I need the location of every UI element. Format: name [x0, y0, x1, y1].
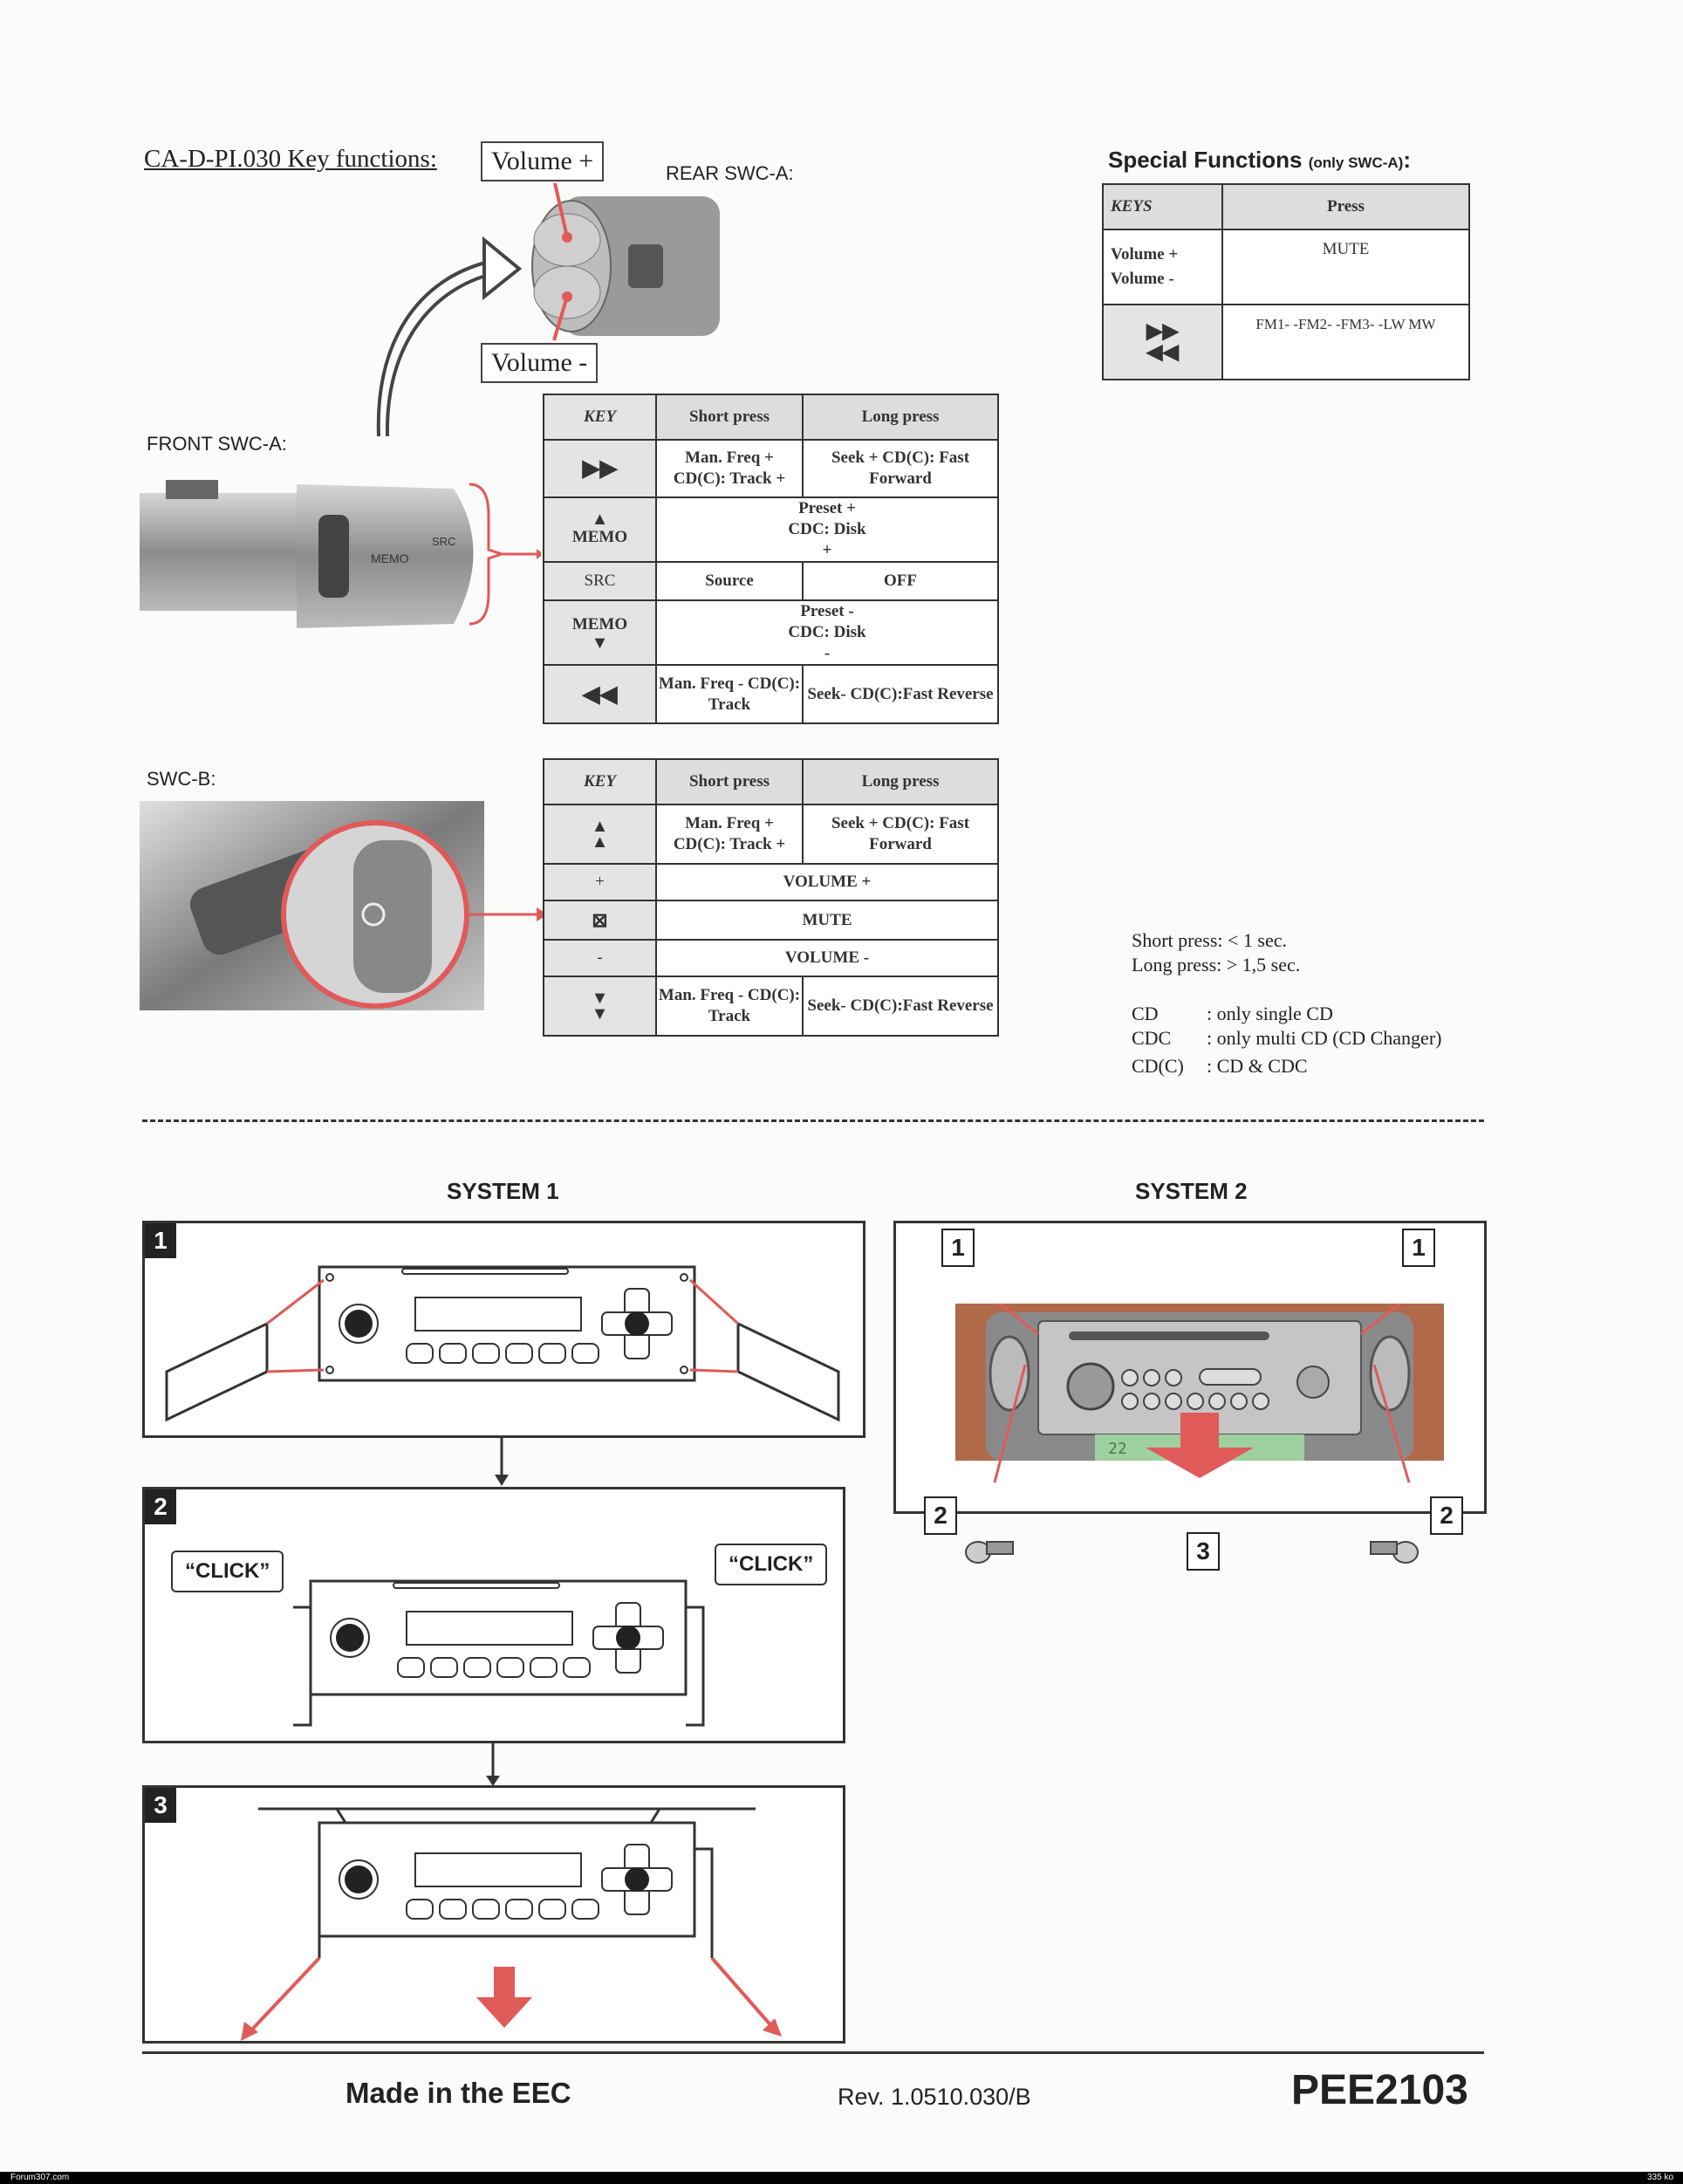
table-b-header-long: Long press [803, 759, 998, 804]
table-a-r4-span: Preset - CDC: Disk - [656, 600, 998, 665]
click-bubble-right: “CLICK” [715, 1544, 827, 1585]
rear-swc-a-label: REAR SWC-A: [666, 162, 794, 184]
system1-title: SYSTEM 1 [447, 1178, 559, 1204]
arrow-down-icon [489, 1435, 515, 1488]
table-a-header-long: Long press [803, 394, 998, 440]
table-a-r2-span: Preset + CDC: Disk + [656, 497, 998, 562]
radio-unit-drawing [293, 1568, 729, 1734]
special-volume-minus: Volume - [1111, 270, 1174, 288]
memo-up-key [544, 497, 656, 562]
volume-plus-label: Volume + [481, 141, 604, 181]
cd-key: CD [1132, 1003, 1159, 1024]
cdcc-value: : CD & CDC [1207, 1055, 1308, 1077]
step-number-box: 1 [941, 1229, 975, 1267]
radio-unit-drawing [232, 1797, 790, 2041]
bottom-bar [0, 2172, 1683, 2184]
section-divider [142, 1119, 1484, 1122]
table-b-r5-long: Seek- CD(C):Fast Reverse [803, 976, 998, 1036]
svg-text:SRC: SRC [432, 535, 456, 548]
table-a-r3-short: Source [656, 562, 803, 600]
table-a-r1-short: Man. Freq + CD(C): Track + [656, 440, 803, 497]
system1-step3-panel [142, 1785, 845, 2044]
volume-plus-key: + [544, 864, 656, 900]
special-row-volume-value: MUTE [1222, 229, 1469, 305]
volume-minus-key: - [544, 940, 656, 976]
swc-b-illustration [140, 801, 550, 1010]
step-number-box: 2 [924, 1496, 957, 1535]
double-up-icon: ▲ ▲ [544, 804, 656, 864]
made-in-eec: Made in the EEC [345, 2077, 571, 2109]
special-colon: : [1403, 147, 1411, 173]
footer-rule [142, 2051, 1484, 2054]
step-number-box: 1 [1402, 1229, 1435, 1267]
double-down-icon: ▼ ▼ [544, 976, 656, 1036]
special-row-seek-value: FM1- -FM2- -FM3- -LW MW [1222, 305, 1469, 380]
long-press-note: Long press: > 1,5 sec. [1132, 954, 1301, 976]
triangle-down-icon: ▼ [591, 633, 609, 653]
press-notes [1132, 928, 1300, 977]
step-number: 2 [145, 1489, 176, 1524]
system2-title: SYSTEM 2 [1135, 1178, 1248, 1204]
system2-panel [893, 1221, 1487, 1564]
short-press-note: Short press: < 1 sec. [1132, 929, 1287, 951]
screw-icon [964, 1531, 1016, 1568]
swc-a-key-table [543, 394, 999, 724]
radio-unit-drawing [162, 1241, 843, 1424]
fast-reverse-icon: ◀◀ [1146, 341, 1179, 364]
special-functions-title [1108, 147, 1411, 174]
system1-step1-panel [142, 1221, 865, 1438]
click-bubble-left: “CLICK” [171, 1551, 284, 1592]
table-b-header-short: Short press [656, 759, 803, 804]
revision-number: Rev. 1.0510.030/B [838, 2084, 1031, 2110]
file-size: 335 ko [1647, 2173, 1674, 2182]
table-b-r3-span: MUTE [656, 900, 998, 940]
cdc-key: CDC [1132, 1027, 1172, 1049]
front-swc-a-label: FRONT SWC-A: [147, 433, 287, 455]
volume-minus-label: Volume - [481, 343, 598, 383]
system1-step2-panel [142, 1487, 845, 1743]
product-code: PEE2103 [1291, 2067, 1468, 2113]
special-row-seek-key [1103, 305, 1222, 380]
table-b-header-key: KEY [544, 759, 656, 804]
step-number-box: 2 [1430, 1496, 1463, 1535]
table-b-r5-short: Man. Freq - CD(C): Track [656, 976, 803, 1036]
cd-legend [1132, 1002, 1441, 1078]
swc-b-label: SWC-B: [147, 768, 216, 790]
special-row-volume-key [1103, 229, 1222, 305]
table-a-r5-long: Seek- CD(C):Fast Reverse [803, 665, 998, 723]
fast-forward-icon: ▶▶ [544, 440, 656, 497]
table-b-r1-short: Man. Freq + CD(C): Track + [656, 804, 803, 864]
src-key: SRC [544, 562, 656, 600]
table-b-r2-span: VOLUME + [656, 864, 998, 900]
cd-value: : only single CD [1207, 1003, 1333, 1024]
special-functions-table [1102, 183, 1470, 380]
special-header-press: Press [1222, 184, 1469, 229]
cdc-value: : only multi CD (CD Changer) [1207, 1027, 1442, 1049]
table-a-header-short: Short press [656, 394, 803, 440]
special-volume-plus: Volume + [1111, 245, 1179, 264]
step-number-box: 3 [1187, 1532, 1220, 1571]
lcd-display-text: 22 [1108, 1440, 1127, 1458]
table-a-r1-long: Seek + CD(C): Fast Forward [803, 440, 998, 497]
table-b-r4-span: VOLUME - [656, 940, 998, 976]
triangle-up-icon: ▲ [591, 510, 609, 529]
dashboard-radio-photo [955, 1304, 1444, 1487]
table-a-header-key: KEY [544, 394, 656, 440]
special-title-text: Special Functions [1108, 147, 1303, 173]
svg-text:MEMO: MEMO [371, 551, 409, 565]
front-swc-a-illustration [140, 467, 541, 641]
step-number: 3 [145, 1788, 176, 1823]
step-number: 1 [145, 1223, 176, 1258]
table-a-r3-long: OFF [803, 562, 998, 600]
special-subtitle: (only SWC-A) [1308, 154, 1404, 171]
cdcc-key: CD(C) [1132, 1055, 1184, 1077]
fast-reverse-icon: ◀◀ [544, 665, 656, 723]
special-header-keys: KEYS [1103, 184, 1222, 229]
table-a-r5-short: Man. Freq - CD(C): Track [656, 665, 803, 723]
page-title: CA-D-PI.030 Key functions: [144, 145, 437, 173]
screw-icon [1367, 1531, 1420, 1568]
mute-icon: ⊠ [544, 900, 656, 940]
fast-forward-icon: ▶▶ [1146, 320, 1179, 343]
table-b-r1-long: Seek + CD(C): Fast Forward [803, 804, 998, 864]
site-watermark: Forum307.com [10, 2173, 70, 2182]
swc-b-key-table [543, 758, 999, 1037]
memo-down-label: MEMO [571, 615, 628, 633]
arrow-down-icon [480, 1741, 506, 1789]
memo-up-label: MEMO [571, 528, 628, 546]
memo-down-key [544, 600, 656, 665]
